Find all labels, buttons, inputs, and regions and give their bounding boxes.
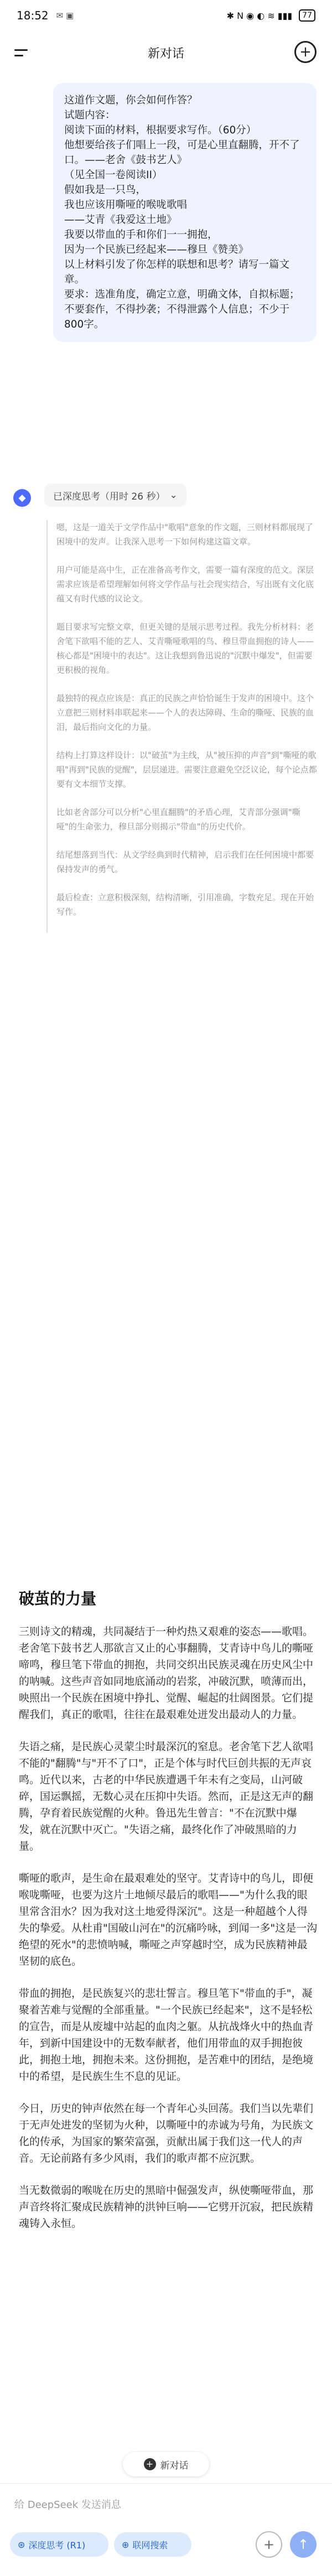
- reasoning-paragraph: 用户可能是高中生，正在准备高考作文，需要一篇有深度的范文。深层需求应该是希望理解如何将文学作品与社会现实结合，写出既有文化底蕴又有时代感的议论文。: [56, 565, 314, 604]
- new-chat-icon[interactable]: +: [294, 41, 317, 63]
- deep-think-icon: ⊛: [18, 2539, 25, 2550]
- reasoning-paragraph: 题目要求写完整文章，但更关键的是展示思考过程。我先分析材料：老舍笔下欲唱不能的艺人、艾青嘶哑歌唱的鸟、穆旦带血拥抱的诗人——核心都是"困境中的表达"。这让我想到鲁迅说的"沉默中爆发"，但需要更积极的视角。: [56, 622, 314, 675]
- status-time: 18:52: [17, 9, 49, 22]
- answer-paragraph: 今日，历史的钟声依然在每一个青年心头回荡。我们当以先辈们于无声处进发的坚韧为火种，以嘶哑中的赤诚为号角，为民族文化的传承，为国家的繁荣富强，贡献出属于我们这一代人的声音。无论前路有多少风雨，我们的歌声都不应沉默。: [19, 2102, 314, 2164]
- thinking-toggle[interactable]: [44, 484, 186, 507]
- reasoning-paragraph: 嗯，这是一道关于文学作品中"歌唱"意象的作文题，三则材料都展现了困境中的发声。让我深入思考一下如何构建这篇文章。: [56, 522, 313, 547]
- reasoning-paragraph: 比如老舍部分可以分析"心里直翻腾"的矛盾心理，艾青部分强调"嘶哑"的生命张力，穆旦部分则揭示"带血"的历史代价。: [56, 807, 300, 832]
- message-input[interactable]: [14, 2491, 318, 2518]
- user-message-line: 以上材料引发了你怎样的联想和思考？请写一篇文章。: [64, 259, 290, 285]
- reasoning-paragraph: 最后检查：立意积极深刻，结构清晰，引用准确，字数充足。现在开始写作。: [56, 892, 314, 917]
- answer-title: 破茧的力量: [19, 1590, 97, 1608]
- menu-icon[interactable]: [14, 43, 33, 62]
- attach-button[interactable]: +: [256, 2531, 282, 2558]
- deepseek-logo-icon: ◆: [13, 489, 31, 507]
- user-message-line: 我也应该用嘶哑的喉咙歌唱: [64, 199, 188, 211]
- plus-icon: +: [144, 2458, 156, 2470]
- user-message-line: 因为一个民族已经起来——穆旦《赞美》: [64, 244, 249, 256]
- reasoning-block: [46, 520, 318, 933]
- deep-think-label: 深度思考 (R1): [28, 2539, 86, 2551]
- user-message-line: 要求：选准角度，确定立意，明确文体，自拟标题；不要套作，不得抄袭；不得泄露个人信息；不少于800字。: [64, 289, 300, 330]
- send-button[interactable]: ↑: [290, 2531, 317, 2558]
- app-header: [0, 31, 332, 74]
- answer-paragraph: 三则诗文的精魂，共同凝结于一种灼热又艰难的姿态——歌唱。老舍笔下鼓书艺人那欲言又止的心事翻腾，艾青诗中鸟儿的嘶哑啼鸣，穆旦笔下带血的拥抱，共同交织出民族灵魂在历史风尘中的呐喊。这些声音如同地底涌动的岩浆，冲破沉默，喷薄而出，映照出一个民族在困境中挣扎、觉醒、崛起的壮阔图景。它们提醒我们，真正的歌唱，往往在最艰难处迸发出最动人的力量。: [19, 1625, 314, 1721]
- user-message-line: 阅读下面的材料，根据要求写作。（60分）: [64, 124, 257, 136]
- thinking-toggle-label: 已深度思考（用时 26 秒）: [53, 491, 165, 502]
- user-message-bubble: [53, 83, 317, 342]
- composer: [0, 2483, 332, 2576]
- answer-paragraph: 嘶哑的歌声，是生命在最艰难处的坚守。艾青诗中的鸟儿，即便喉咙嘶哑，也要为这片土地倾尽最后的歌唱——"为什么我的眼里常含泪水？因为我对这土地爱得深沉"。这是一种超越个人得失的挚爱。从杜甫"国破山河在"的沉痛吟咏，到闻一多"这是一沟绝望的死水"的悲愤呐喊，嘶哑之声穿越时空，成为民族精神最坚韧的底色。: [19, 1872, 318, 1967]
- user-message-line: 试题内容：: [64, 110, 116, 121]
- user-message-line: （见全国一卷阅读II）: [64, 169, 163, 181]
- answer-paragraph: 当无数微弱的喉咙在历史的黑暗中倔强发声，纵使嘶哑带血，那声音终将汇聚成民族精神的洪钟巨响——它劈开沉寂，把民族精魂铸入永恒。: [19, 2184, 314, 2230]
- reasoning-paragraph: 结构上打算这样设计：以"破茧"为主线，从"被压抑的声音"到"嘶哑的歌唱"再到"民族的觉醒"，层层递进。需要注意避免空泛议论，每个论点都要有文本细节支撑。: [56, 750, 317, 789]
- status-bar: [0, 0, 332, 31]
- web-search-label: 联网搜索: [132, 2539, 168, 2551]
- globe-icon: ⊕: [122, 2539, 129, 2550]
- web-search-toggle[interactable]: [114, 2532, 191, 2557]
- answer-paragraph: 失语之痛，是民族心灵蒙尘时最深沉的窒息。老舍笔下艺人欲唱不能的"翻腾"与"开不了口"，正是个体与时代巨创共振的无声哀鸣。近代以来，古老的中华民族遭遇千年未有之变局，山河破碎，国运飘摇，无数心灵在压抑中失语。然而，正是这无声的翻腾，孕育着民族觉醒的火种。鲁迅先生曾言："不在沉默中爆发，就在沉默中灭亡。"失语之痛，最终化作了冲破黑暗的力量。: [19, 1741, 314, 1852]
- user-message-line: 假如我是一只鸟，: [64, 184, 147, 196]
- answer-paragraph: 带血的拥抱，是民族复兴的悲壮誓言。穆旦笔下"带血的手"，凝聚着苦难与觉醒的全部重量。"一个民族已经起来"，这不是轻松的宣告，而是从废墟中站起的血肉之躯。从抗战烽火中的热血青年，到新中国建设中的无数奉献者，他们用带血的双手拥抱彼此，拥抱土地，拥抱未来。这份拥抱，是苦难中的团结，是绝境中的希望，是民族生生不息的见证。: [19, 1987, 314, 2082]
- user-message-line: 我要以带血的手和你们一一拥抱，: [64, 229, 218, 241]
- answer-block: [19, 1587, 318, 2247]
- user-message-line: 他想要给孩子们唱上一段，可是心里直翻腾，开不了口。——老舍《鼓书艺人》: [64, 139, 300, 166]
- chevron-down-icon: ⌄: [169, 490, 178, 501]
- user-message-line: ——艾青《我爱这土地》: [64, 214, 177, 226]
- deep-think-toggle[interactable]: [10, 2532, 108, 2557]
- reasoning-paragraph: 结尾想落到当代：从文学经典到时代精神，启示我们在任何困境中都要保持发声的勇气。: [56, 850, 314, 874]
- new-chat-label: 新对话: [160, 2460, 189, 2471]
- reasoning-paragraph: 最独特的视点应该是：真正的民族之声恰恰诞生于发声的困境中。这个立意把三则材料串联起来——个人的表达障碍、生命的嘶哑、民族的血泪，最后指向文化的力量。: [56, 693, 314, 732]
- user-message-line: 这道作文题，你会如何作答？: [64, 95, 198, 106]
- page-title: 新对话: [147, 46, 184, 61]
- notification-icons: ✉ ▣: [56, 11, 74, 20]
- battery-icon: 77: [299, 9, 315, 22]
- new-chat-button[interactable]: [123, 2452, 209, 2476]
- status-icons: ✱ N ◉ ◐ ≋ ▮▮▮: [226, 10, 293, 21]
